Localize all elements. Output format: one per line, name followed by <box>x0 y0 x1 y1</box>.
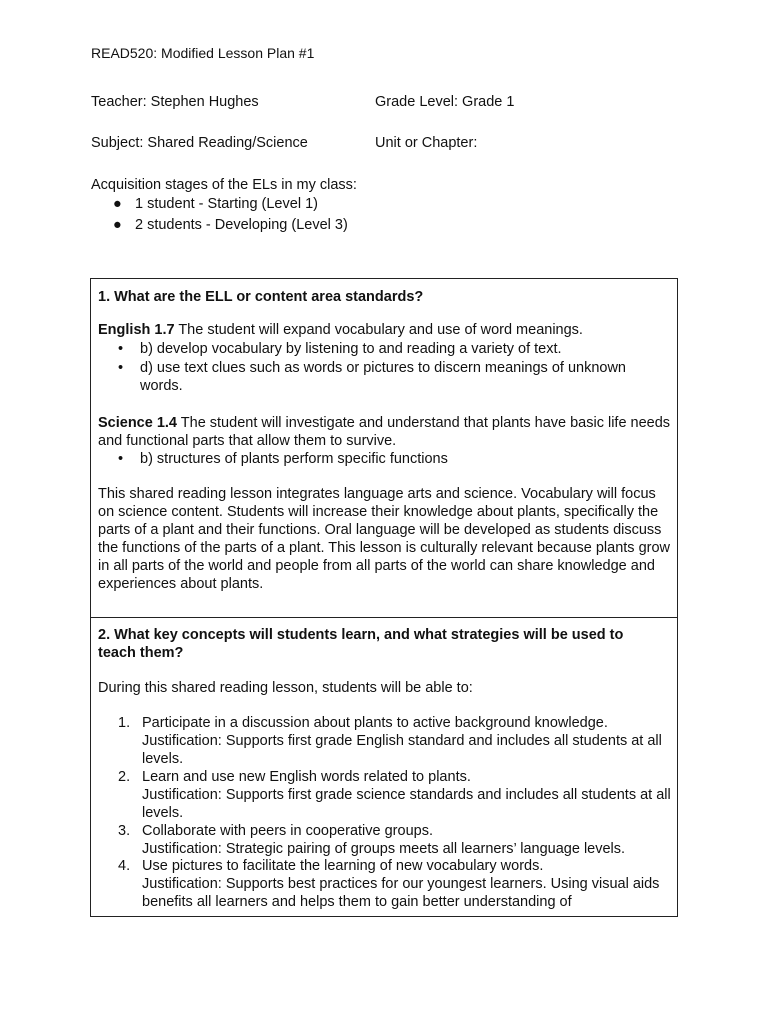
bullet-icon: ● <box>113 196 122 212</box>
bullet-icon: • <box>118 451 124 467</box>
bullet-icon: ● <box>113 217 122 233</box>
section2-heading: 2. What key concepts will students learn, and what strategies will be used to teach them? <box>98 627 624 661</box>
bullet-icon: • <box>118 360 124 376</box>
grade-level-label: Grade Level: Grade 1 <box>375 94 515 110</box>
unit-label: Unit or Chapter: <box>375 135 478 151</box>
section2-intro: During this shared reading lesson, students will be able to: <box>98 680 473 696</box>
lesson-description: This shared reading lesson integrates language arts and science. Vocabulary will focus on science content. Students will increase their knowledge about plants, specifically the parts of a plant and their functions. Oral language will be developed as students discuss the functions of the parts of a plant. This lesson is culturally relevant because plants grow in all parts of the world and people from all parts of the world can share knowledge and experiences about plants. <box>98 486 670 592</box>
section1-heading: 1. What are the ELL or content area standards? <box>98 289 424 305</box>
science-standard: Science 1.4 The student will investigate and understand that plants have basic life needs and functional parts that allow them to survive. <box>98 415 671 449</box>
english-standard: English 1.7 The student will expand vocabulary and use of word meanings. <box>98 322 583 338</box>
key-concepts-section: 2. What key concepts will students learn, and what strategies will be used to teach them? During this shared reading lesson, students will be able to: 1. Participate in a discussion about plants to active background knowledge. Justification: Supports first grade English standard and includes all students at all levels. 2. Learn and use new English words related to plants. Justification: Supports first grade science standards and includes all students at all levels. 3. Collaborate with peers in cooperative groups. Justification: Strategic pairing of groups meets all learners’ language levels. 4. Use pictures to facilitate the learning of new vocabulary words. Justification: Supports best practices for our youngest learners. Using visual aids benefits all learners and helps them to gain better understanding of <box>90 617 678 917</box>
bullet-icon: • <box>118 341 124 357</box>
teacher-label: Teacher: Stephen Hughes <box>91 94 259 110</box>
document-title: READ520: Modified Lesson Plan #1 <box>91 45 315 61</box>
subject-label: Subject: Shared Reading/Science <box>91 135 308 151</box>
acquisition-label: Acquisition stages of the ELs in my class: <box>91 177 357 193</box>
standards-section: 1. What are the ELL or content area standards? English 1.7 The student will expand vocabulary and use of word meanings. • b) develop vocabulary by listening to and reading a variety of text. • d) use text clues such as words or pictures to discern meanings of unknown words. Science 1.4 The student will investigate and understand that plants have basic life needs and functional parts that allow them to survive. • b) structures of plants perform specific functions This shared reading lesson integrates language arts and science. Vocabulary will focus on science content. Students will increase their knowledge about plants, specifically the parts of a plant and their functions. Oral language will be developed as students discuss the functions of the parts of a plant. This lesson is culturally relevant because plants grow in all parts of the world and people from all parts of the world can share knowledge and experiences about plants. <box>90 278 678 618</box>
